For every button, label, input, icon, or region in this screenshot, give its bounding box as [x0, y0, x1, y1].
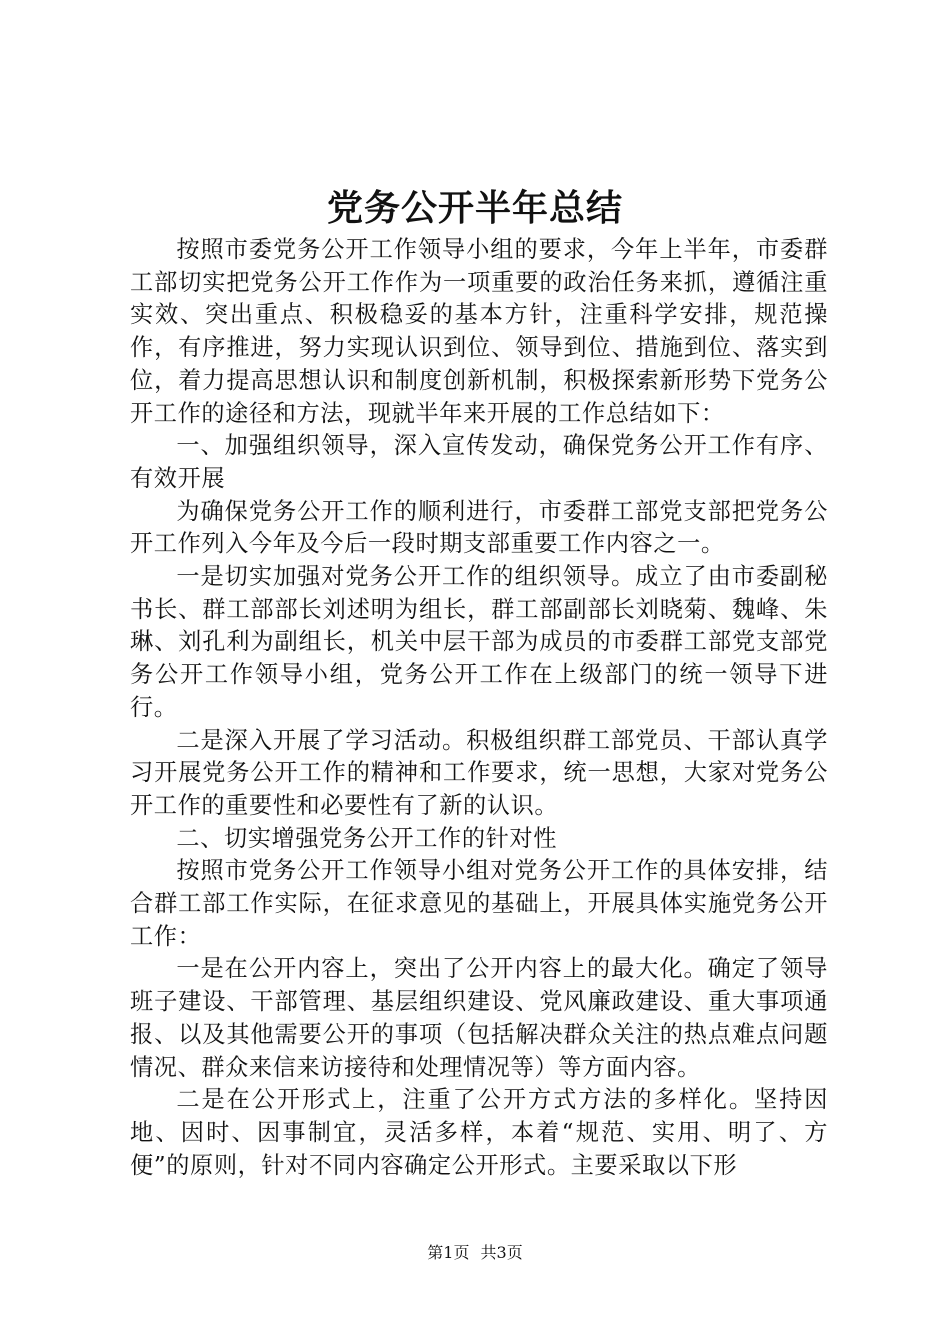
page-footer — [0, 1243, 950, 1263]
section-heading-1: 一、加强组织领导，深入宣传发动，确保党务公开工作有序、有效开展 — [130, 432, 828, 492]
section-heading-2: 二、切实增强党务公开工作的针对性 — [176, 824, 557, 852]
paragraph: 一是切实加强对党务公开工作的组织领导。成立了由市委副秘书长、群工部部长刘述明为组长，群工部副部长刘晓菊、魏峰、朱琳、刘孔利为副组长，机关中层干部为成员的市委群工部党支部党务公开工作领导小组，党务公开工作在上级部门的统一领导下进行。 — [130, 563, 828, 721]
document-body — [130, 234, 828, 1182]
page-number: 第1页 — [427, 1243, 470, 1262]
paragraph: 一是在公开内容上，突出了公开内容上的最大化。确定了领导班子建设、干部管理、基层组织建设、党风廉政建设、重大事项通报、以及其他需要公开的事项（包括解决群众关注的热点难点问题情况、群众来信来访接待和处理情况等）等方面内容。 — [130, 955, 828, 1081]
document-title: 党务公开半年总结 — [326, 187, 623, 229]
paragraph: 为确保党务公开工作的顺利进行，市委群工部党支部把党务公开工作列入今年及今后一段时期支部重要工作内容之一。 — [130, 497, 828, 558]
paragraph: 二是在公开形式上，注重了公开方式方法的多样化。坚持因地、因时、因事制宜，灵活多样，本着“规范、实用、明了、方便”的原则，针对不同内容确定公开形式。主要采取以下形 — [130, 1086, 828, 1179]
paragraph-intro: 按照市委党务公开工作领导小组的要求，今年上半年，市委群工部切实把党务公开工作作为一项重要的政治任务来抓，遵循注重实效、突出重点、积极稳妥的基本方针，注重科学安排，规范操作，有序推进，努力实现认识到位、领导到位、措施到位、落实到位，着力提高思想认识和制度创新机制，积极探索新形势下党务公开工作的途径和方法，现就半年来开展的工作总结如下： — [130, 236, 828, 427]
paragraph: 二是深入开展了学习活动。积极组织群工部党员、干部认真学习开展党务公开工作的精神和工作要求，统一思想，大家对党务公开工作的重要性和必要性有了新的认识。 — [130, 726, 828, 819]
page-total: 共3页 — [480, 1243, 523, 1262]
paragraph: 按照市党务公开工作领导小组对党务公开工作的具体安排，结合群工部工作实际，在征求意见的基础上，开展具体实施党务公开工作： — [130, 857, 828, 950]
